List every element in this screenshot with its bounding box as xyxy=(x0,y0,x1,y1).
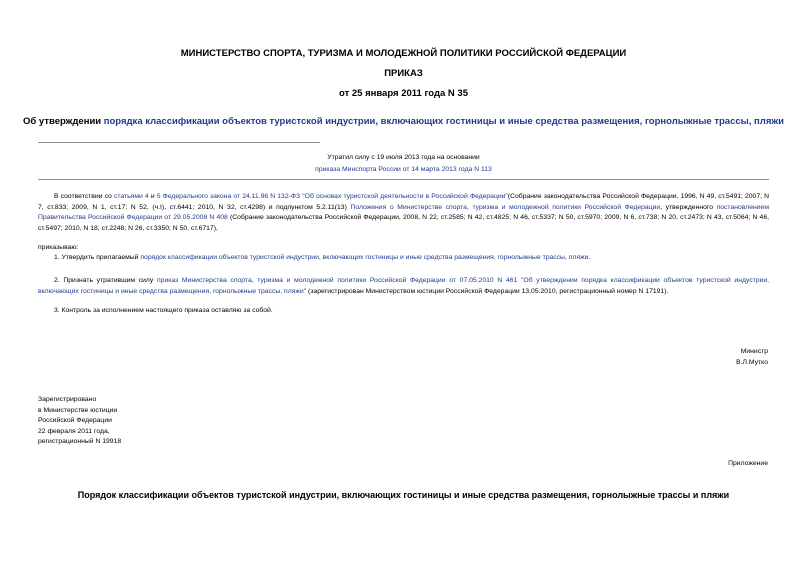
title-prefix: Об утверждении xyxy=(23,116,104,127)
registration-line: регистрационный N 19918 xyxy=(38,438,122,445)
divider-short xyxy=(38,142,320,143)
registration-line: Российской Федерации xyxy=(38,417,112,424)
signature-block xyxy=(736,347,768,368)
classification-procedure-link[interactable]: порядок классификации объектов туристской индустрии, включающих гостиницы и иные средства размещения, горнолыжные трассы, пляжи xyxy=(140,254,589,261)
registration-block xyxy=(38,395,121,448)
preamble-text: (Собрание законодательства Российской Федерации, 2008, N 22, ст.2585; N 42, ст.4825; N 46, ст.5337; N 50, ст.5970; 2009, N 6, ст.738; N 20, ст.2473; N 43, ст.5064; N 46, ст.5497; 2010, N 18, ст.2248; N 26, ст.3350; N 50, ст.6717), xyxy=(38,214,769,232)
federal-law-link[interactable]: 5 Федерального закона от 24.11.96 N 132-ФЗ "Об основах туристской деятельности в Российской Федерации" xyxy=(156,193,508,200)
order-item-3: 3. Контроль за исполнением настоящего приказа оставляю за собой. xyxy=(54,307,273,314)
divider-long xyxy=(38,179,769,180)
ministry-regulation-link[interactable]: Положения о Министерстве спорта, туризма и молодежной политики Российской Федерации xyxy=(350,203,661,211)
title-link[interactable]: порядка классификации объектов туристской индустрии, включающих гостиницы и иные средства размещения, горнолыжные трассы, пляжи xyxy=(103,116,784,127)
item-text: 2. Признать утратившим силу xyxy=(54,277,157,284)
preamble-text: и xyxy=(148,193,157,200)
preamble-text: В соответствии со xyxy=(54,193,114,200)
signer-name: В.Л.Мутко xyxy=(736,358,768,366)
order-item-1 xyxy=(38,253,769,264)
order-item-2 xyxy=(38,276,769,297)
preamble-text: (Собрание законодательства Российской Федерации, 1996, N 49, ст.5491; 2007, N 7, ст.833; 2009, N 1, ст.17; N 52, (ч.I), ст.6441; 2010, N 32, ст.4298) и подпунктом 5.2.11(13) xyxy=(38,193,770,211)
repealed-order-link[interactable]: приказ Министерства спорта, туризма и молодежной политики Российской Федерации от 07.05.2010 N 461 "Об утверждении порядка классификации объектов туристской индустрии, включающих гостиницы и иные средства размещения, горнолыжные трассы, пляжи" xyxy=(38,277,770,295)
document-title xyxy=(0,116,807,127)
signer-position: Министр xyxy=(740,348,768,355)
item-text: . xyxy=(588,254,591,261)
government-decree-link[interactable]: постановлением Правительства Российской Федерации от 29.05.2008 N 408 xyxy=(38,203,769,221)
appendix-title: Порядок классификации объектов туристской индустрии, включающих гостиницы и иные средства размещения, горнолыжные трассы и пляжи xyxy=(77,490,730,500)
order-word: приказываю: xyxy=(38,244,79,251)
document-date-number: от 25 января 2011 года N 35 xyxy=(339,88,468,99)
appendix-label: Приложение xyxy=(728,460,768,467)
lost-force-note xyxy=(0,152,807,176)
preamble-text: , утвержденного xyxy=(660,203,717,211)
item-text: (зарегистрирован Министерством юстиции Российской Федерации 13.05.2010, регистрационный номер N 17191). xyxy=(306,287,669,295)
lost-force-link[interactable]: приказа Минспорта России от 14 марта 2013 года N 113 xyxy=(315,166,492,173)
document-type: ПРИКАЗ xyxy=(384,68,423,79)
item-text: 1. Утвердить прилагаемый xyxy=(54,254,141,261)
ministry-name: МИНИСТЕРСТВО СПОРТА, ТУРИЗМА И МОЛОДЕЖНОЙ ПОЛИТИКИ РОССИЙСКОЙ ФЕДЕРАЦИИ xyxy=(180,48,627,59)
registration-line: в Министерстве юстиции xyxy=(38,406,118,414)
preamble-paragraph xyxy=(38,192,769,234)
lost-force-text: Утратил силу с 19 июля 2013 года на основании xyxy=(327,154,480,161)
registration-line: Зарегистрировано xyxy=(38,396,97,403)
law-article-4-link[interactable]: статьями 4 xyxy=(113,193,149,200)
registration-line: 22 февраля 2011 года, xyxy=(38,427,110,435)
